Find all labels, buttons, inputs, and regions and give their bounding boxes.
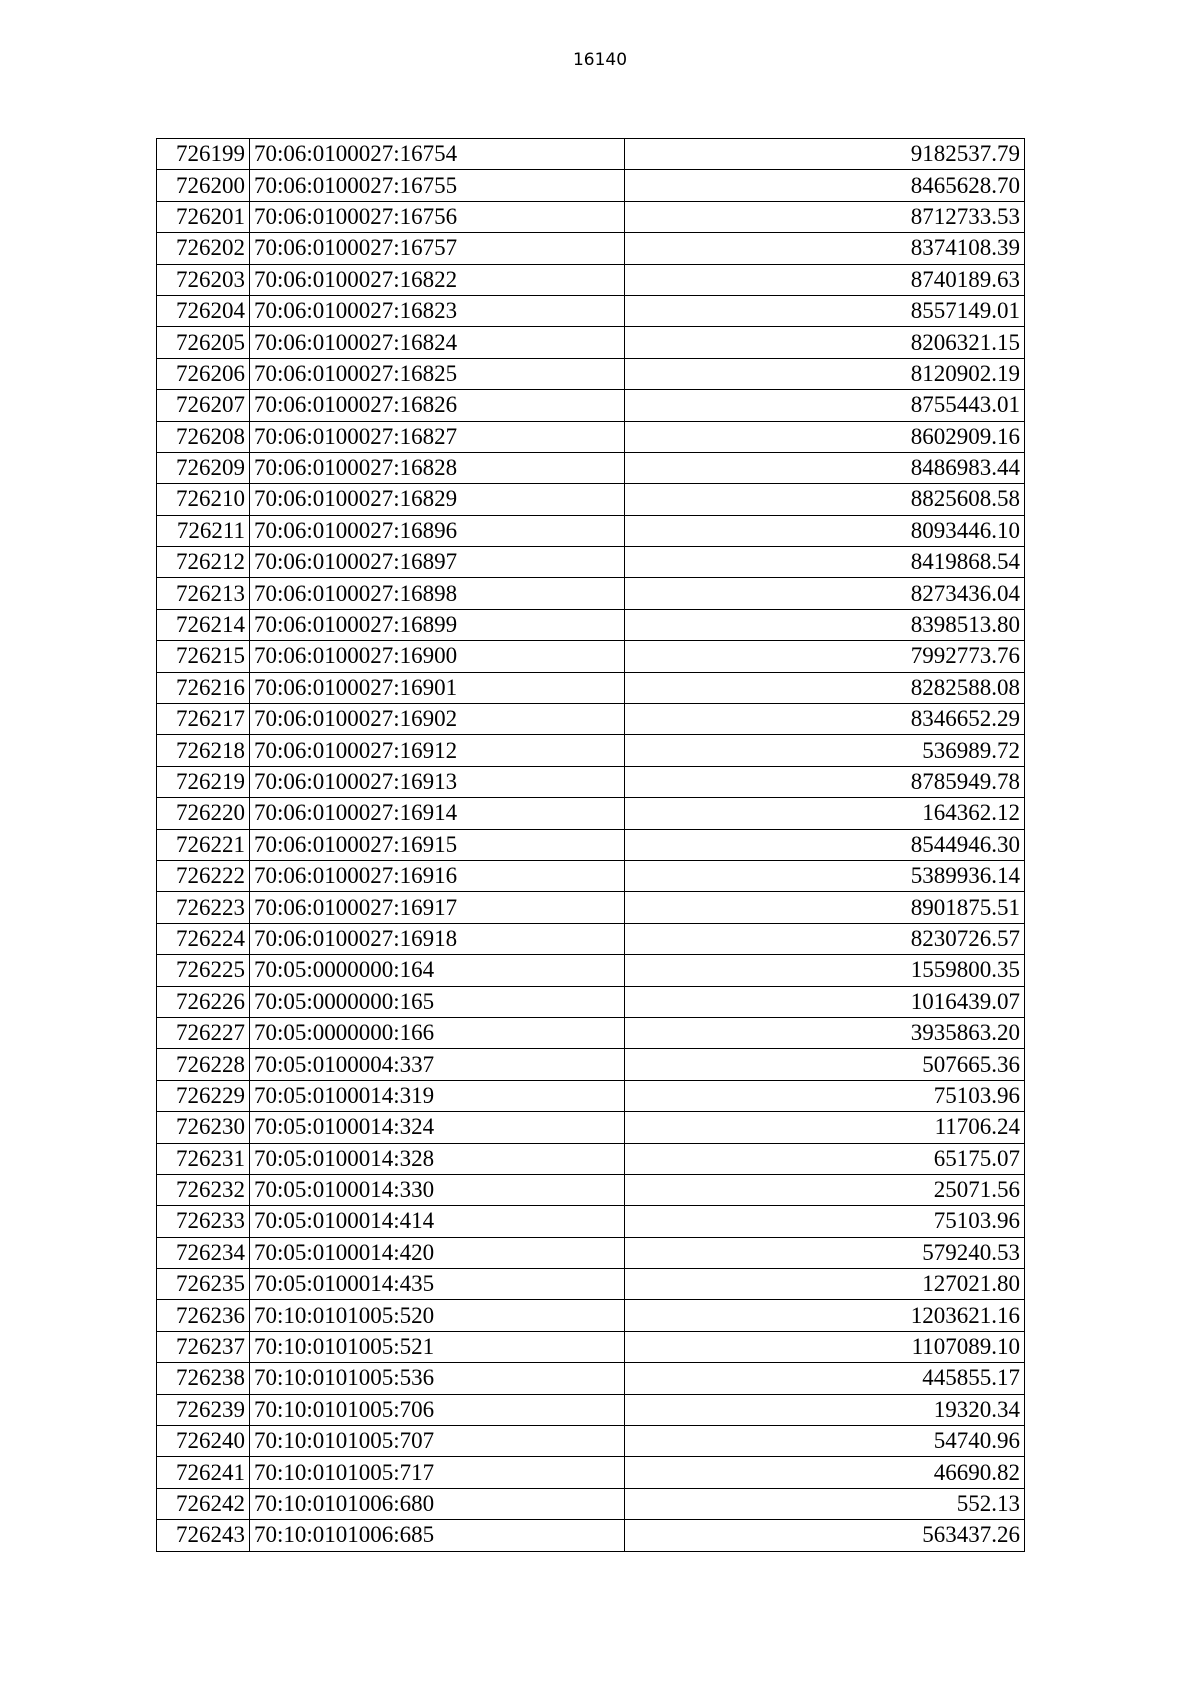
- row-number-cell: 726215: [157, 641, 250, 672]
- cadastral-number-cell: 70:06:0100027:16912: [250, 735, 625, 766]
- table-row: [157, 986, 1025, 1017]
- row-number-cell: 726228: [157, 1049, 250, 1080]
- cadastral-number-cell: 70:06:0100027:16902: [250, 704, 625, 735]
- row-number-cell: 726204: [157, 295, 250, 326]
- row-number-cell: 726208: [157, 421, 250, 452]
- row-number-cell: 726232: [157, 1174, 250, 1205]
- row-number-cell: 726224: [157, 923, 250, 954]
- cadastral-value-cell: 507665.36: [625, 1049, 1025, 1080]
- cadastral-value-cell: 8120902.19: [625, 358, 1025, 389]
- row-number-cell: 726225: [157, 955, 250, 986]
- cadastral-value-cell: 445855.17: [625, 1363, 1025, 1394]
- table-row: [157, 1206, 1025, 1237]
- cadastral-value-cell: 8557149.01: [625, 295, 1025, 326]
- row-number-cell: 726221: [157, 829, 250, 860]
- table-row: [157, 201, 1025, 232]
- row-number-cell: 726217: [157, 704, 250, 735]
- row-number-cell: 726202: [157, 233, 250, 264]
- cadastral-value-cell: 25071.56: [625, 1174, 1025, 1205]
- cadastral-number-cell: 70:05:0100014:414: [250, 1206, 625, 1237]
- row-number-cell: 726223: [157, 892, 250, 923]
- cadastral-value-cell: 552.13: [625, 1488, 1025, 1519]
- cadastral-number-cell: 70:06:0100027:16755: [250, 170, 625, 201]
- cadastral-value-cell: 8398513.80: [625, 609, 1025, 640]
- table-row: [157, 390, 1025, 421]
- cadastral-number-cell: 70:06:0100027:16825: [250, 358, 625, 389]
- row-number-cell: 726212: [157, 547, 250, 578]
- row-number-cell: 726214: [157, 609, 250, 640]
- row-number-cell: 726213: [157, 578, 250, 609]
- table-body: [157, 139, 1025, 1552]
- table-row: [157, 295, 1025, 326]
- cadastral-number-cell: 70:06:0100027:16828: [250, 452, 625, 483]
- cadastral-value-cell: 8486983.44: [625, 452, 1025, 483]
- cadastral-number-cell: 70:06:0100027:16826: [250, 390, 625, 421]
- table-row: [157, 264, 1025, 295]
- row-number-cell: 726230: [157, 1112, 250, 1143]
- row-number-cell: 726218: [157, 735, 250, 766]
- cadastral-number-cell: 70:06:0100027:16913: [250, 766, 625, 797]
- cadastral-number-cell: 70:06:0100027:16917: [250, 892, 625, 923]
- cadastral-value-cell: 5389936.14: [625, 860, 1025, 891]
- table-row: [157, 1488, 1025, 1519]
- table-row: [157, 421, 1025, 452]
- table-row: [157, 547, 1025, 578]
- table-row: [157, 766, 1025, 797]
- cadastral-value-cell: 536989.72: [625, 735, 1025, 766]
- cadastral-number-cell: 70:06:0100027:16918: [250, 923, 625, 954]
- cadastral-number-cell: 70:05:0000000:165: [250, 986, 625, 1017]
- table-row: [157, 1143, 1025, 1174]
- table-row: [157, 1174, 1025, 1205]
- cadastral-number-cell: 70:06:0100027:16896: [250, 515, 625, 546]
- cadastral-value-cell: 164362.12: [625, 798, 1025, 829]
- cadastral-value-cell: 1107089.10: [625, 1331, 1025, 1362]
- cadastral-value-cell: 8093446.10: [625, 515, 1025, 546]
- cadastral-value-cell: 579240.53: [625, 1237, 1025, 1268]
- cadastral-value-cell: 8712733.53: [625, 201, 1025, 232]
- table-row: [157, 798, 1025, 829]
- table-row: [157, 1237, 1025, 1268]
- cadastral-value-cell: 8825608.58: [625, 484, 1025, 515]
- cadastral-number-cell: 70:06:0100027:16898: [250, 578, 625, 609]
- cadastral-number-cell: 70:05:0100014:324: [250, 1112, 625, 1143]
- table-row: [157, 1080, 1025, 1111]
- cadastral-number-cell: 70:06:0100027:16824: [250, 327, 625, 358]
- cadastral-number-cell: 70:10:0101005:706: [250, 1394, 625, 1425]
- row-number-cell: 726220: [157, 798, 250, 829]
- table-row: [157, 1112, 1025, 1143]
- table-row: [157, 1269, 1025, 1300]
- cadastral-number-cell: 70:05:0100014:330: [250, 1174, 625, 1205]
- cadastral-number-cell: 70:05:0100014:319: [250, 1080, 625, 1111]
- cadastral-value-cell: 46690.82: [625, 1457, 1025, 1488]
- table-row: [157, 139, 1025, 170]
- table-row: [157, 609, 1025, 640]
- cadastral-value-cell: 8419868.54: [625, 547, 1025, 578]
- cadastral-value-cell: 3935863.20: [625, 1017, 1025, 1048]
- cadastral-value-cell: 8465628.70: [625, 170, 1025, 201]
- page-number: 16140: [572, 50, 628, 70]
- table-row: [157, 704, 1025, 735]
- cadastral-number-cell: 70:05:0100014:420: [250, 1237, 625, 1268]
- row-number-cell: 726226: [157, 986, 250, 1017]
- table-row: [157, 1363, 1025, 1394]
- row-number-cell: 726242: [157, 1488, 250, 1519]
- row-number-cell: 726207: [157, 390, 250, 421]
- cadastral-number-cell: 70:06:0100027:16915: [250, 829, 625, 860]
- cadastral-value-cell: 8755443.01: [625, 390, 1025, 421]
- table-row: [157, 1300, 1025, 1331]
- cadastral-value-cell: 8282588.08: [625, 672, 1025, 703]
- table-row: [157, 860, 1025, 891]
- table-row: [157, 1426, 1025, 1457]
- cadastral-value-cell: 9182537.79: [625, 139, 1025, 170]
- table-row: [157, 452, 1025, 483]
- cadastral-value-cell: 8206321.15: [625, 327, 1025, 358]
- cadastral-value-cell: 8740189.63: [625, 264, 1025, 295]
- cadastral-value-cell: 1203621.16: [625, 1300, 1025, 1331]
- table-row: [157, 1394, 1025, 1425]
- table-row: [157, 170, 1025, 201]
- cadastral-number-cell: 70:06:0100027:16916: [250, 860, 625, 891]
- cadastral-value-cell: 1559800.35: [625, 955, 1025, 986]
- row-number-cell: 726205: [157, 327, 250, 358]
- cadastral-value-cell: 8544946.30: [625, 829, 1025, 860]
- table-row: [157, 829, 1025, 860]
- table-row: [157, 1017, 1025, 1048]
- table-row: [157, 484, 1025, 515]
- cadastral-value-cell: 7992773.76: [625, 641, 1025, 672]
- row-number-cell: 726222: [157, 860, 250, 891]
- cadastral-value-cell: 1016439.07: [625, 986, 1025, 1017]
- cadastral-number-cell: 70:05:0000000:166: [250, 1017, 625, 1048]
- cadastral-number-cell: 70:05:0100014:435: [250, 1269, 625, 1300]
- table-row: [157, 955, 1025, 986]
- cadastral-number-cell: 70:05:0100014:328: [250, 1143, 625, 1174]
- cadastral-number-cell: 70:06:0100027:16757: [250, 233, 625, 264]
- table-row: [157, 641, 1025, 672]
- table-row: [157, 1049, 1025, 1080]
- table-row: [157, 1331, 1025, 1362]
- row-number-cell: 726233: [157, 1206, 250, 1237]
- row-number-cell: 726241: [157, 1457, 250, 1488]
- cadastral-number-cell: 70:10:0101005:717: [250, 1457, 625, 1488]
- cadastral-number-cell: 70:06:0100027:16827: [250, 421, 625, 452]
- cadastral-number-cell: 70:10:0101005:521: [250, 1331, 625, 1362]
- cadastral-value-cell: 563437.26: [625, 1520, 1025, 1551]
- cadastral-value-cell: 8901875.51: [625, 892, 1025, 923]
- cadastral-number-cell: 70:05:0000000:164: [250, 955, 625, 986]
- cadastral-number-cell: 70:10:0101005:536: [250, 1363, 625, 1394]
- table-row: [157, 892, 1025, 923]
- row-number-cell: 726236: [157, 1300, 250, 1331]
- cadastral-number-cell: 70:10:0101006:680: [250, 1488, 625, 1519]
- table-row: [157, 735, 1025, 766]
- table-row: [157, 923, 1025, 954]
- cadastral-value-cell: 8346652.29: [625, 704, 1025, 735]
- cadastral-value-cell: 75103.96: [625, 1206, 1025, 1237]
- cadastral-value-cell: 127021.80: [625, 1269, 1025, 1300]
- cadastral-number-cell: 70:10:0101006:685: [250, 1520, 625, 1551]
- cadastral-value-table: [156, 138, 1025, 1552]
- row-number-cell: 726227: [157, 1017, 250, 1048]
- row-number-cell: 726238: [157, 1363, 250, 1394]
- cadastral-value-cell: 75103.96: [625, 1080, 1025, 1111]
- table-row: [157, 1457, 1025, 1488]
- table-row: [157, 515, 1025, 546]
- row-number-cell: 726201: [157, 201, 250, 232]
- cadastral-value-cell: 19320.34: [625, 1394, 1025, 1425]
- cadastral-number-cell: 70:06:0100027:16829: [250, 484, 625, 515]
- row-number-cell: 726235: [157, 1269, 250, 1300]
- row-number-cell: 726231: [157, 1143, 250, 1174]
- cadastral-number-cell: 70:06:0100027:16899: [250, 609, 625, 640]
- cadastral-value-cell: 11706.24: [625, 1112, 1025, 1143]
- cadastral-number-cell: 70:06:0100027:16754: [250, 139, 625, 170]
- cadastral-number-cell: 70:06:0100027:16914: [250, 798, 625, 829]
- cadastral-number-cell: 70:10:0101005:707: [250, 1426, 625, 1457]
- row-number-cell: 726211: [157, 515, 250, 546]
- row-number-cell: 726239: [157, 1394, 250, 1425]
- row-number-cell: 726209: [157, 452, 250, 483]
- cadastral-number-cell: 70:06:0100027:16756: [250, 201, 625, 232]
- table-row: [157, 358, 1025, 389]
- row-number-cell: 726240: [157, 1426, 250, 1457]
- row-number-cell: 726216: [157, 672, 250, 703]
- row-number-cell: 726237: [157, 1331, 250, 1362]
- row-number-cell: 726229: [157, 1080, 250, 1111]
- row-number-cell: 726203: [157, 264, 250, 295]
- table-row: [157, 578, 1025, 609]
- row-number-cell: 726199: [157, 139, 250, 170]
- cadastral-number-cell: 70:06:0100027:16897: [250, 547, 625, 578]
- cadastral-value-cell: 65175.07: [625, 1143, 1025, 1174]
- cadastral-number-cell: 70:10:0101005:520: [250, 1300, 625, 1331]
- cadastral-value-cell: 8273436.04: [625, 578, 1025, 609]
- cadastral-value-cell: 8374108.39: [625, 233, 1025, 264]
- table-row: [157, 327, 1025, 358]
- cadastral-value-cell: 54740.96: [625, 1426, 1025, 1457]
- table-row: [157, 1520, 1025, 1551]
- cadastral-value-cell: 8785949.78: [625, 766, 1025, 797]
- cadastral-value-cell: 8602909.16: [625, 421, 1025, 452]
- cadastral-number-cell: 70:06:0100027:16822: [250, 264, 625, 295]
- row-number-cell: 726243: [157, 1520, 250, 1551]
- cadastral-number-cell: 70:06:0100027:16823: [250, 295, 625, 326]
- cadastral-number-cell: 70:05:0100004:337: [250, 1049, 625, 1080]
- cadastral-number-cell: 70:06:0100027:16901: [250, 672, 625, 703]
- cadastral-value-cell: 8230726.57: [625, 923, 1025, 954]
- table-row: [157, 233, 1025, 264]
- row-number-cell: 726210: [157, 484, 250, 515]
- cadastral-number-cell: 70:06:0100027:16900: [250, 641, 625, 672]
- row-number-cell: 726234: [157, 1237, 250, 1268]
- row-number-cell: 726206: [157, 358, 250, 389]
- row-number-cell: 726219: [157, 766, 250, 797]
- table-row: [157, 672, 1025, 703]
- row-number-cell: 726200: [157, 170, 250, 201]
